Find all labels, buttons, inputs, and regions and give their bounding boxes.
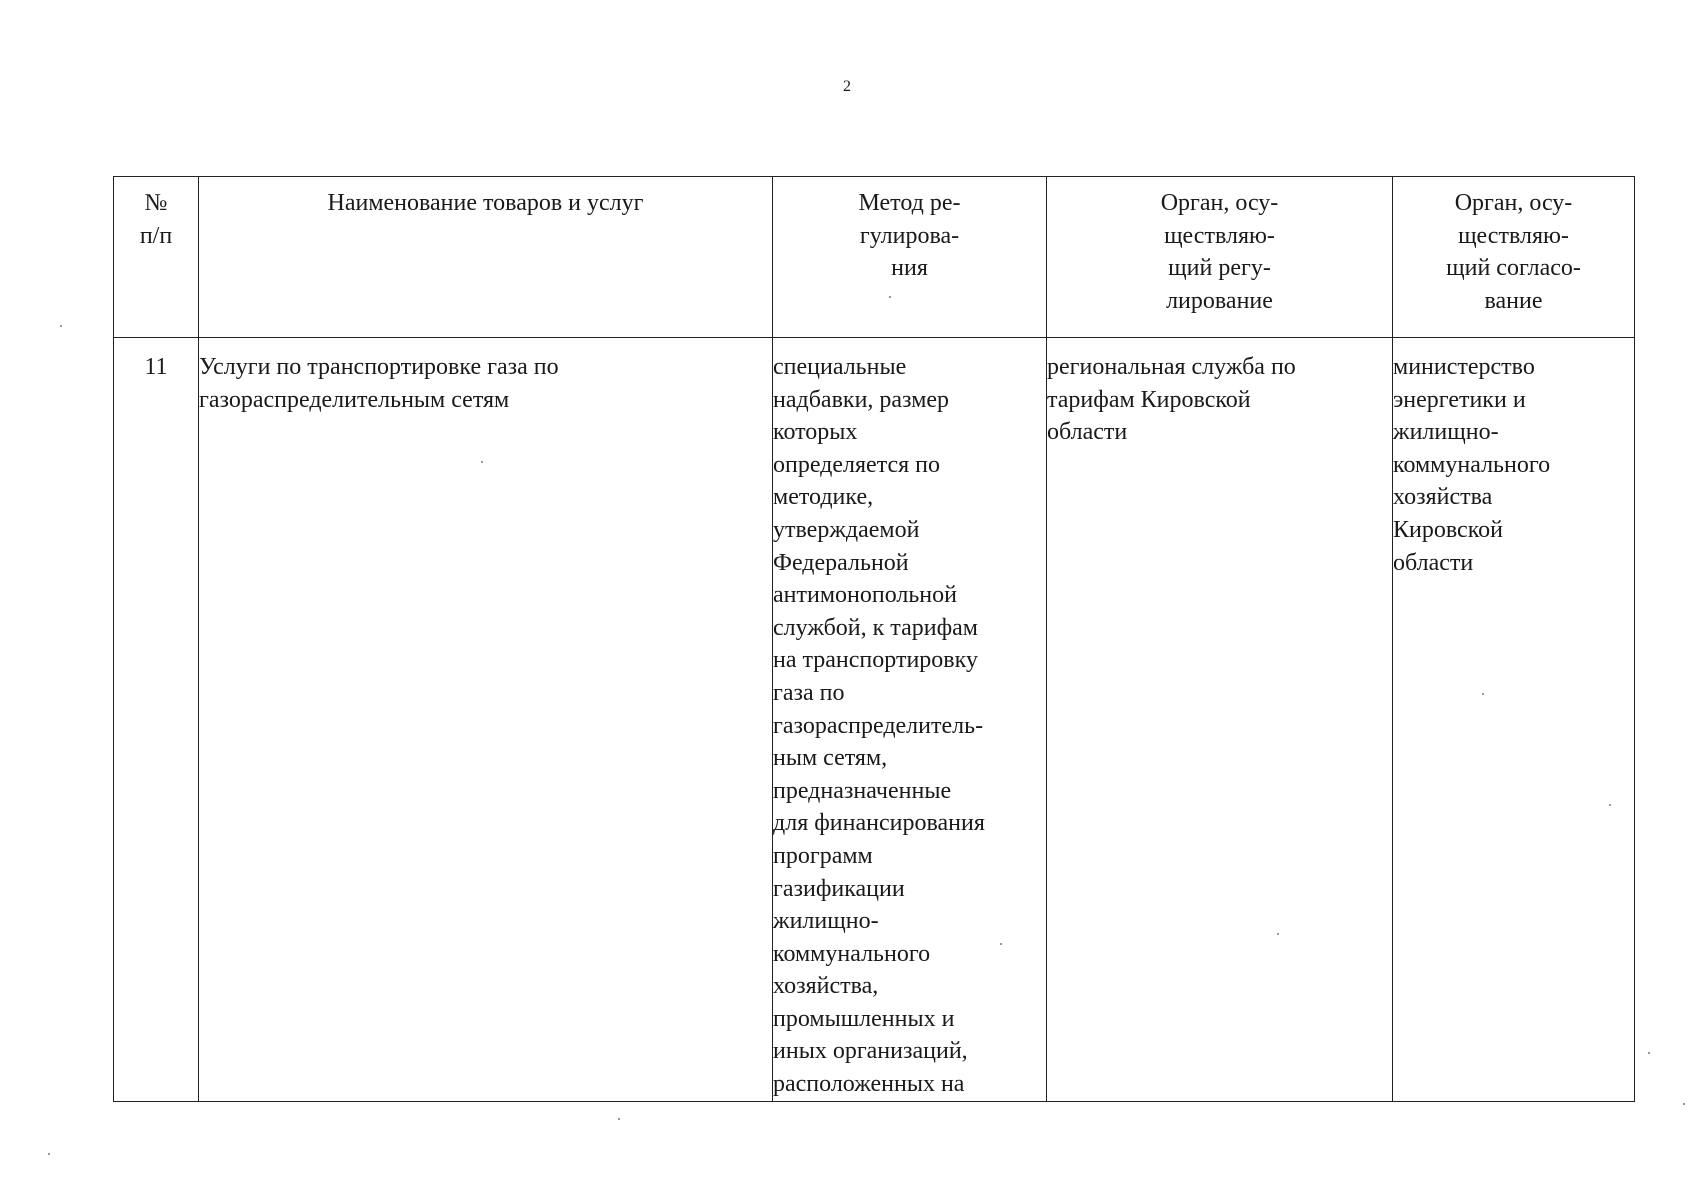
scan-speck	[481, 461, 483, 463]
method-line: коммунального	[773, 940, 931, 967]
scan-speck	[60, 325, 62, 327]
method-line: газораспределитель-	[773, 712, 984, 739]
method-line: предназначенные	[773, 777, 952, 804]
row-approving-body	[1393, 338, 1635, 1102]
regulator-line: тарифам Кировской	[1047, 386, 1251, 413]
method-line: расположенных на	[773, 1071, 965, 1098]
header-number	[114, 177, 199, 338]
goods-name-line: газораспределительным сетям	[199, 386, 510, 413]
scan-speck	[1000, 943, 1002, 945]
approver-line: энергетики и	[1393, 386, 1526, 413]
header-number-line: №	[144, 190, 168, 216]
regulator-line: области	[1047, 419, 1128, 446]
header-goods-name-line: Наименование товаров и услуг	[327, 190, 644, 216]
method-line: надбавки, размер	[773, 386, 950, 413]
header-regulator-line: лирование	[1166, 287, 1273, 314]
header-regulation-method	[773, 177, 1047, 338]
method-line: промышленных и	[773, 1005, 955, 1032]
header-goods-name	[199, 177, 773, 338]
method-line: службой, к тарифам	[773, 614, 978, 641]
approver-line: области	[1393, 549, 1474, 576]
row-regulating-body	[1047, 338, 1393, 1102]
scan-speck	[1683, 1103, 1685, 1105]
method-line: которых	[773, 419, 858, 446]
header-method-line: ния	[891, 255, 928, 281]
scan-speck	[618, 1118, 620, 1120]
header-regulating-body	[1047, 177, 1393, 338]
method-line: на транспортировку	[773, 647, 978, 674]
header-method-line: гулирова-	[859, 222, 960, 249]
scan-speck	[1482, 693, 1484, 695]
method-line: для финансирования	[773, 810, 985, 837]
approver-line: Кировской	[1393, 516, 1503, 543]
method-line: газа по	[773, 679, 845, 706]
scan-speck	[889, 296, 891, 298]
row-number: 11	[114, 338, 199, 1102]
approver-line: жилищно-	[1393, 419, 1499, 446]
header-approver-line: вание	[1484, 287, 1543, 314]
header-approving-body	[1393, 177, 1635, 338]
header-regulator-line: ществляю-	[1164, 222, 1275, 249]
regulation-table	[113, 176, 1635, 1102]
method-line: определяется по	[773, 451, 941, 478]
scan-speck	[1609, 804, 1611, 806]
method-line: утверждаемой	[773, 516, 920, 543]
row-regulation-method	[773, 338, 1047, 1102]
method-line: хозяйства,	[773, 973, 879, 1000]
header-approver-line: щий согласо-	[1446, 255, 1581, 281]
approver-line: министерство	[1393, 354, 1535, 380]
method-line: специальные	[773, 354, 907, 380]
header-regulator-line: щий регу-	[1168, 255, 1271, 281]
scan-speck	[48, 1153, 50, 1155]
method-line: ным сетям,	[773, 745, 888, 772]
regulator-line: региональная служба по	[1047, 354, 1296, 380]
table-row	[114, 338, 1635, 1102]
method-line: иных организаций,	[773, 1038, 968, 1065]
header-number-line: п/п	[139, 222, 173, 249]
method-line: жилищно-	[773, 908, 879, 935]
scan-speck	[1648, 1052, 1650, 1054]
header-approver-line: ществляю-	[1458, 222, 1569, 249]
scan-speck	[1277, 933, 1279, 935]
goods-name-line: Услуги по транспортировке газа по	[199, 354, 559, 380]
method-line: методике,	[773, 484, 874, 511]
method-line: газификации	[773, 875, 905, 902]
method-line: антимонопольной	[773, 582, 957, 609]
approver-line: хозяйства	[1393, 484, 1493, 511]
header-approver-line: Орган, осу-	[1454, 190, 1573, 216]
method-line: программ	[773, 842, 873, 869]
header-method-line: Метод ре-	[858, 190, 961, 216]
approver-line: коммунального	[1393, 451, 1551, 478]
table-header-row	[114, 177, 1635, 338]
method-line: Федеральной	[773, 549, 909, 576]
header-regulator-line: Орган, осу-	[1160, 190, 1279, 216]
row-goods-name	[199, 338, 773, 1102]
page-number: 2	[843, 78, 851, 95]
